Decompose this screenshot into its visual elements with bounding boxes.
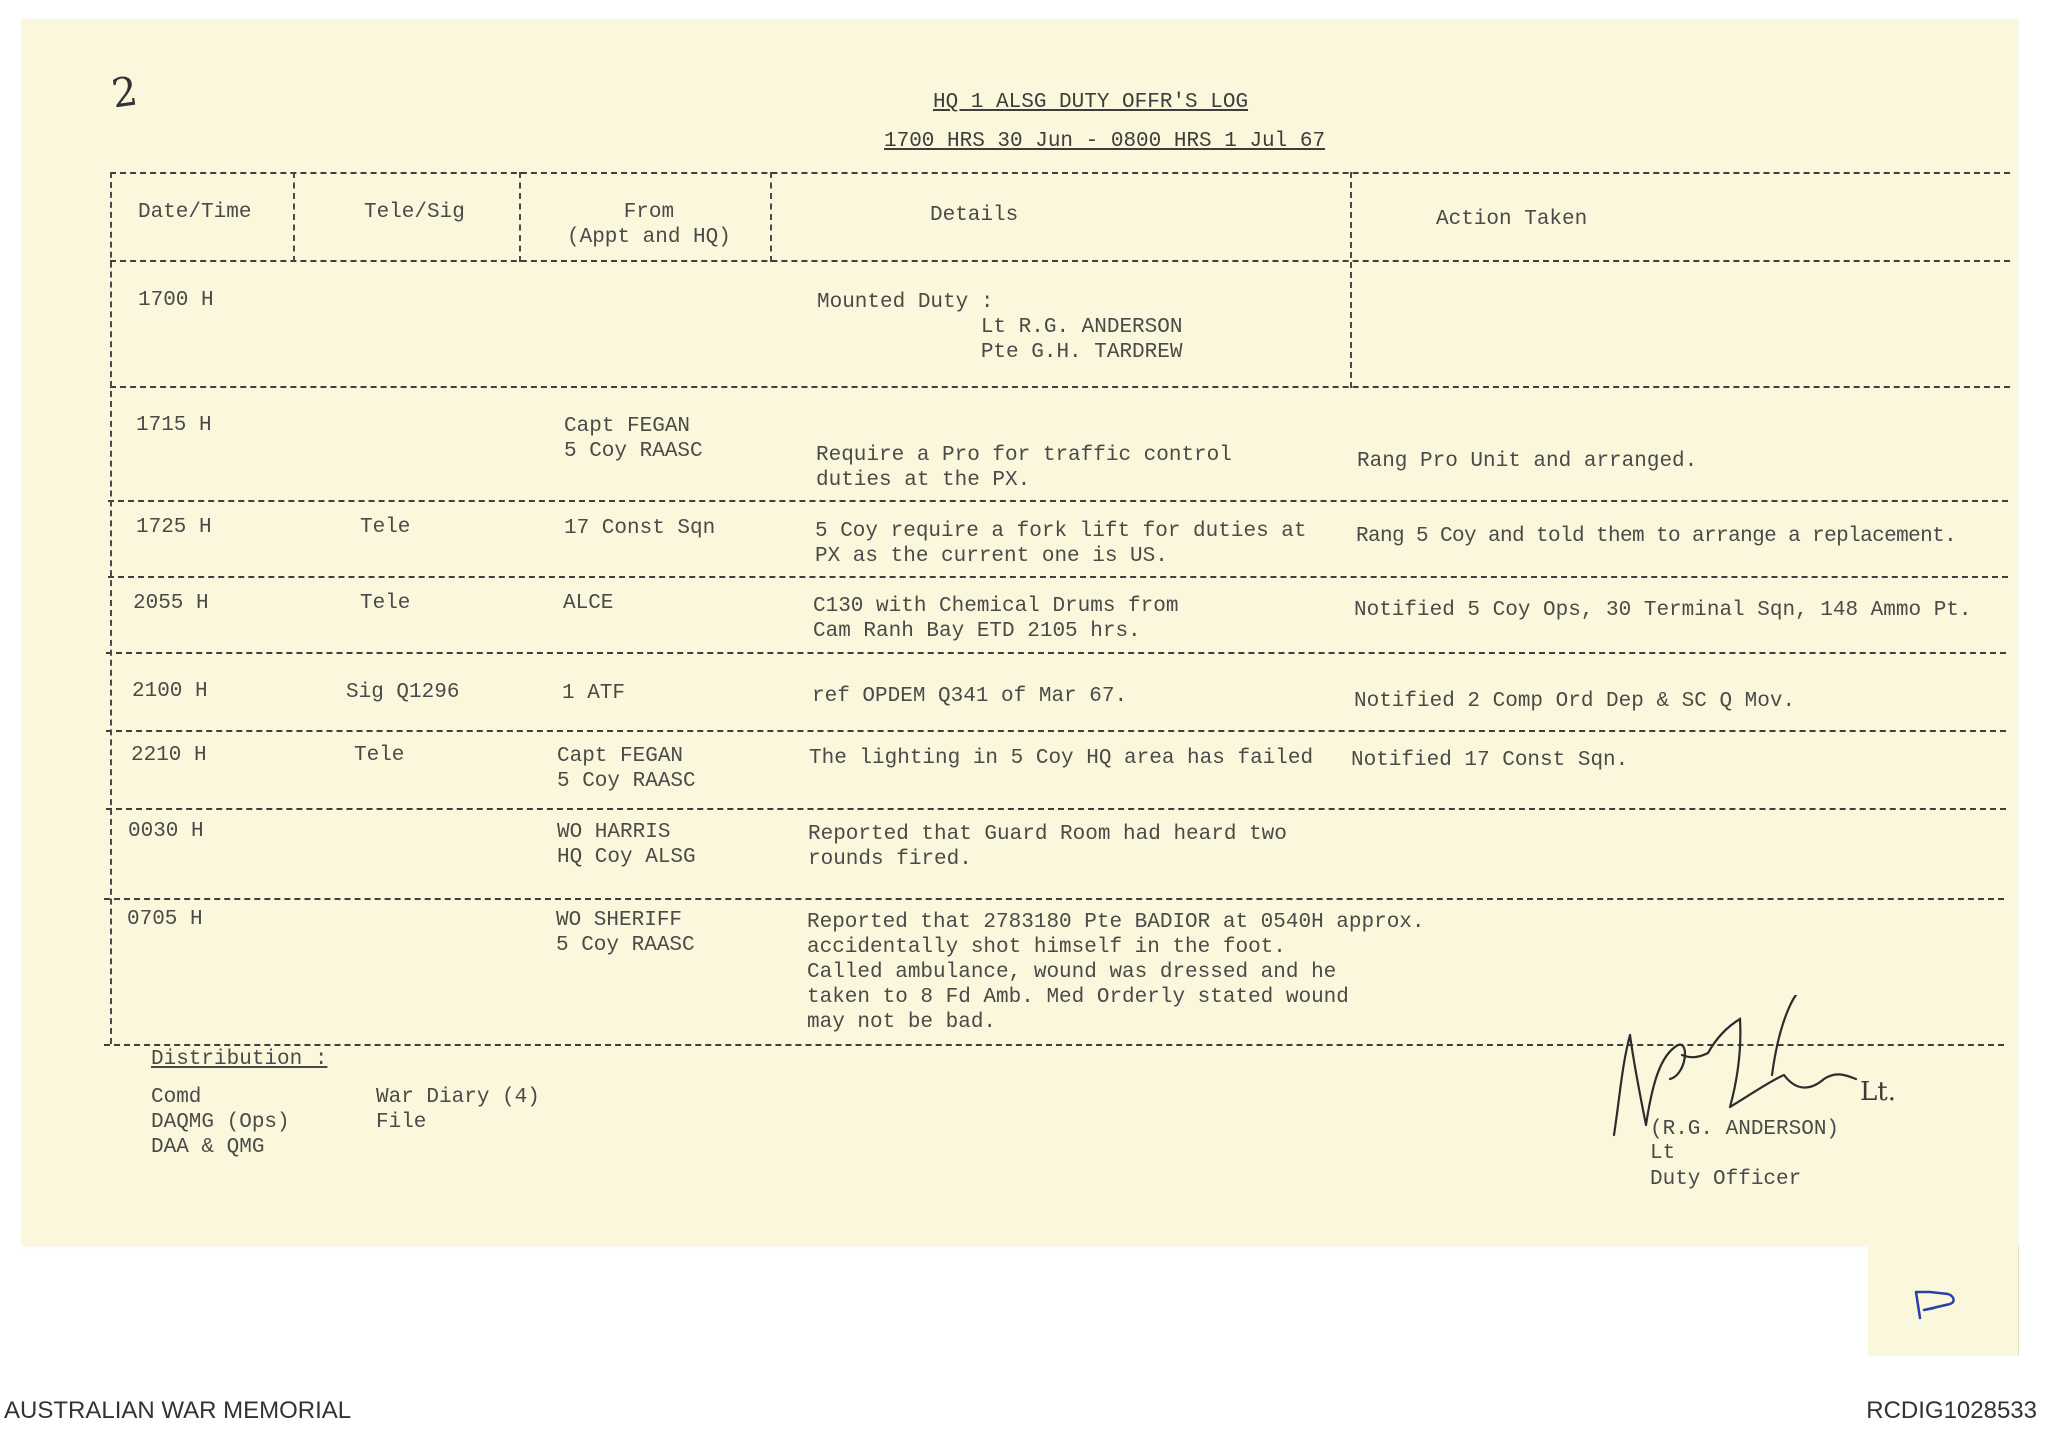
cell-action: Notified 17 Const Sqn. — [1351, 749, 1629, 772]
archive-mark-letter — [1916, 1292, 1954, 1318]
cell-action: Notified 5 Coy Ops, 30 Terminal Sqn, 148 Ammo Pt. — [1354, 599, 1972, 622]
footer-reference: RCDIG1028533 — [1866, 1397, 2037, 1424]
cell-time: 2100 H — [132, 680, 208, 703]
cell-time: 1715 H — [136, 414, 212, 437]
cell-from: 1 ATF — [562, 682, 626, 705]
cell-time: 0030 H — [128, 820, 204, 843]
header-details: Details — [930, 204, 1019, 227]
cell-from: ALCE — [563, 592, 614, 615]
distribution-list-1: Comd DAQMG (Ops) DAA & QMG — [151, 1086, 290, 1159]
cell-from: WO SHERIFF 5 Coy RAASC — [556, 909, 695, 957]
cell-details: C130 with Chemical Drums from Cam Ranh Bay ETD 2105 hrs. — [813, 595, 1179, 643]
column-divider — [519, 172, 521, 262]
header-telesig: Tele/Sig — [364, 201, 465, 224]
cell-telesig: Tele — [360, 592, 411, 615]
signatory-rank: Lt — [1650, 1142, 1676, 1165]
row-divider — [108, 500, 2008, 502]
cell-details: ref OPDEM Q341 of Mar 67. — [812, 685, 1128, 708]
cell-from: 17 Const Sqn — [564, 517, 716, 540]
cell-details: 5 Coy require a fork lift for duties at PX as the current one is US. — [815, 520, 1307, 568]
header-action: Action Taken — [1436, 208, 1588, 231]
row-divider — [108, 576, 2008, 578]
column-divider — [293, 172, 295, 262]
cell-action: Notified 2 Comp Ord Dep & SC Q Mov. — [1354, 690, 1796, 713]
signatory-name: (R.G. ANDERSON) — [1650, 1118, 1840, 1141]
cell-details: The lighting in 5 Coy HQ area has failed — [809, 747, 1314, 770]
cell-details: Mounted Duty : Lt R.G. ANDERSON Pte G.H. TARDREW — [817, 291, 1183, 364]
row-divider — [104, 898, 2004, 900]
footer-source: AUSTRALIAN WAR MEMORIAL — [4, 1397, 352, 1424]
row-divider — [106, 808, 2006, 810]
page-number: 2 — [108, 68, 141, 118]
cell-details: Reported that 2783180 Pte BADIOR at 0540H approx. accidentally shot himself in the foot. Called ambulance, wound was dressed and he taken to 8 Fd Amb. Med Orderly stated wound may not be bad. — [807, 911, 1425, 1034]
header-divider — [110, 260, 2010, 262]
cell-telesig: Tele — [354, 744, 405, 767]
distribution-heading: Distribution : — [151, 1048, 328, 1071]
cell-from: Capt FEGAN 5 Coy RAASC — [564, 415, 703, 463]
cell-time: 1700 H — [138, 289, 214, 312]
cell-from: Capt FEGAN 5 Coy RAASC — [557, 745, 696, 793]
log-title: HQ 1 ALSG DUTY OFFR'S LOG — [933, 91, 1249, 114]
cell-from: WO HARRIS HQ Coy ALSG — [557, 821, 696, 869]
cell-telesig: Sig Q1296 — [346, 681, 460, 704]
row-divider — [106, 730, 2006, 732]
column-divider — [1350, 172, 1352, 388]
cell-details: Reported that Guard Room had heard two rounds fired. — [808, 823, 1287, 871]
signature-handwriting: Lt. — [1860, 1077, 1896, 1107]
log-period: 1700 HRS 30 Jun - 0800 HRS 1 Jul 67 — [884, 130, 1326, 153]
table-left-border — [110, 172, 112, 1044]
header-datetime: Date/Time — [138, 201, 252, 224]
cell-telesig: Tele — [360, 516, 411, 539]
table-top-border — [110, 172, 2010, 174]
cell-time: 2055 H — [133, 592, 209, 615]
header-from: From (Appt and HQ) — [567, 201, 731, 249]
cell-details: Require a Pro for traffic control duties at the PX. — [816, 444, 1232, 492]
cell-action: Rang 5 Coy and told them to arrange a replacement. — [1356, 525, 1957, 548]
signatory-role: Duty Officer — [1650, 1168, 1802, 1191]
row-divider — [106, 652, 2006, 654]
cell-time: 0705 H — [127, 908, 203, 931]
cell-time: 2210 H — [131, 744, 207, 767]
cell-action: Rang Pro Unit and arranged. — [1357, 450, 1698, 473]
row-divider — [110, 386, 2010, 388]
blue-archive-mark — [1910, 1282, 1970, 1322]
column-divider — [770, 172, 772, 262]
cell-time: 1725 H — [136, 516, 212, 539]
distribution-list-2: War Diary (4) File — [376, 1086, 540, 1134]
